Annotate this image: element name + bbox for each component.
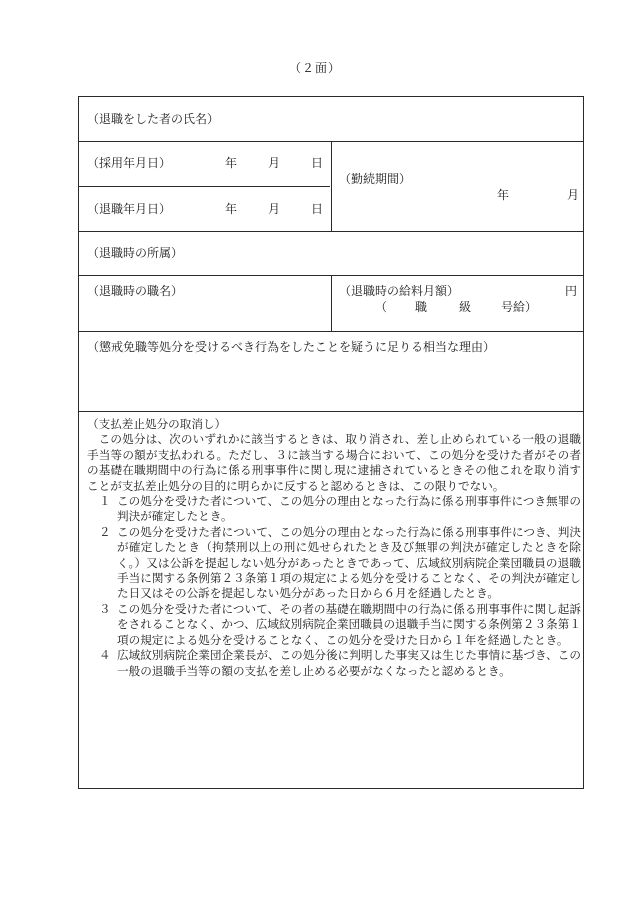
list-item: [87, 602, 581, 648]
retire-date-day-unit: 日: [311, 202, 324, 216]
hire-date-month-unit: 月: [268, 156, 281, 170]
salary-unit: 円: [565, 284, 578, 298]
retire-date-month-unit: 月: [268, 202, 281, 216]
retire-date-label: （退職年月日）: [87, 202, 172, 216]
hire-date-day-unit: 日: [311, 156, 324, 170]
list-item: [87, 525, 581, 602]
suspension-revocation-notes: [87, 417, 581, 679]
reason-label: （懲戒免職等処分を受けるべき行為をしたことを疑うに足りる相当な理由）: [87, 340, 496, 354]
list-item-number: ４: [99, 648, 111, 663]
row-divider: [79, 231, 583, 232]
grade-open-paren: （: [375, 300, 388, 314]
position-column-divider: [331, 275, 332, 331]
row-divider: [79, 331, 583, 332]
retirement-allowance-form: [78, 96, 584, 789]
hire-date-year-unit: 年: [225, 156, 238, 170]
date-column-divider: [331, 141, 332, 231]
list-item-text: この処分を受けた者について、この処分の理由となった行為に係る刑事事件につき、判決が確定したとき（拘禁刑以上の刑に処せられたとき及び無罪の判決が確定したときを除く。）又は公訴を提起しない処分があったときであって、広域紋別病院企業団職員の退職手当に関する条例第２３条第１項の規定による処分を受けることなく、その判決が確定した日又はその公訴を提起しない処分があった日から６月を経過したとき。: [117, 524, 581, 601]
list-item-number: ２: [99, 524, 111, 539]
list-item: [87, 648, 581, 679]
list-item-text: 広域紋別病院企業団企業長が、この処分後に判明した事実又は生じた事情に基づき、この一般の退職手当等の額の支払を差し止める必要がなくなったと認めるとき。: [117, 648, 581, 678]
date-row-divider: [79, 186, 330, 187]
list-item-text: この処分を受けた者について、この処分の理由となった行為に係る刑事事件につき無罪の判決が確定したとき。: [117, 494, 581, 524]
list-item: [87, 494, 581, 525]
service-period-month-unit: 月: [567, 188, 580, 202]
service-period-year-unit: 年: [497, 188, 510, 202]
row-divider: [79, 411, 583, 412]
grade-kyu: 級: [459, 300, 472, 314]
grade-shoku: 職: [415, 300, 428, 314]
page-number: （２面）: [288, 61, 341, 75]
notes-heading: （支払差止処分の取消し）: [87, 417, 227, 431]
affiliation-label: （退職時の所属）: [87, 246, 184, 260]
position-label: （退職時の職名）: [87, 284, 184, 298]
hire-date-label: （採用年月日）: [87, 156, 172, 170]
notes-intro: この処分は、次のいずれかに該当するときは、取り消され、差し止められている一般の退職手当等の額が支払われる。ただし、３に該当する場合において、この処分を受けた者がその者の基礎在職期間中の行為に係る刑事事件に関し現に逮捕されているときその他これを取り消すことが支払差止処分の目的に明らかに反すると認めるときは、この限りでない。: [87, 432, 581, 493]
retire-date-year-unit: 年: [225, 202, 238, 216]
grade-gokyu: 号給）: [501, 300, 538, 314]
notes-list: [87, 494, 581, 679]
service-period-label: （勤続期間）: [339, 172, 412, 186]
list-item-number: ３: [99, 601, 111, 616]
list-item-number: １: [99, 494, 111, 509]
list-item-text: この処分を受けた者について、その者の基礎在職期間中の行為に係る刑事事件に関し起訴をされることなく、かつ、広域紋別病院企業団職員の退職手当に関する条例第２３条第１項の規定による処分を受けることなく、この処分を受けた日から１年を経過したとき。: [117, 601, 581, 647]
retiree-name-label: （退職をした者の氏名）: [87, 112, 220, 126]
salary-label: （退職時の給料月額）: [339, 284, 460, 298]
